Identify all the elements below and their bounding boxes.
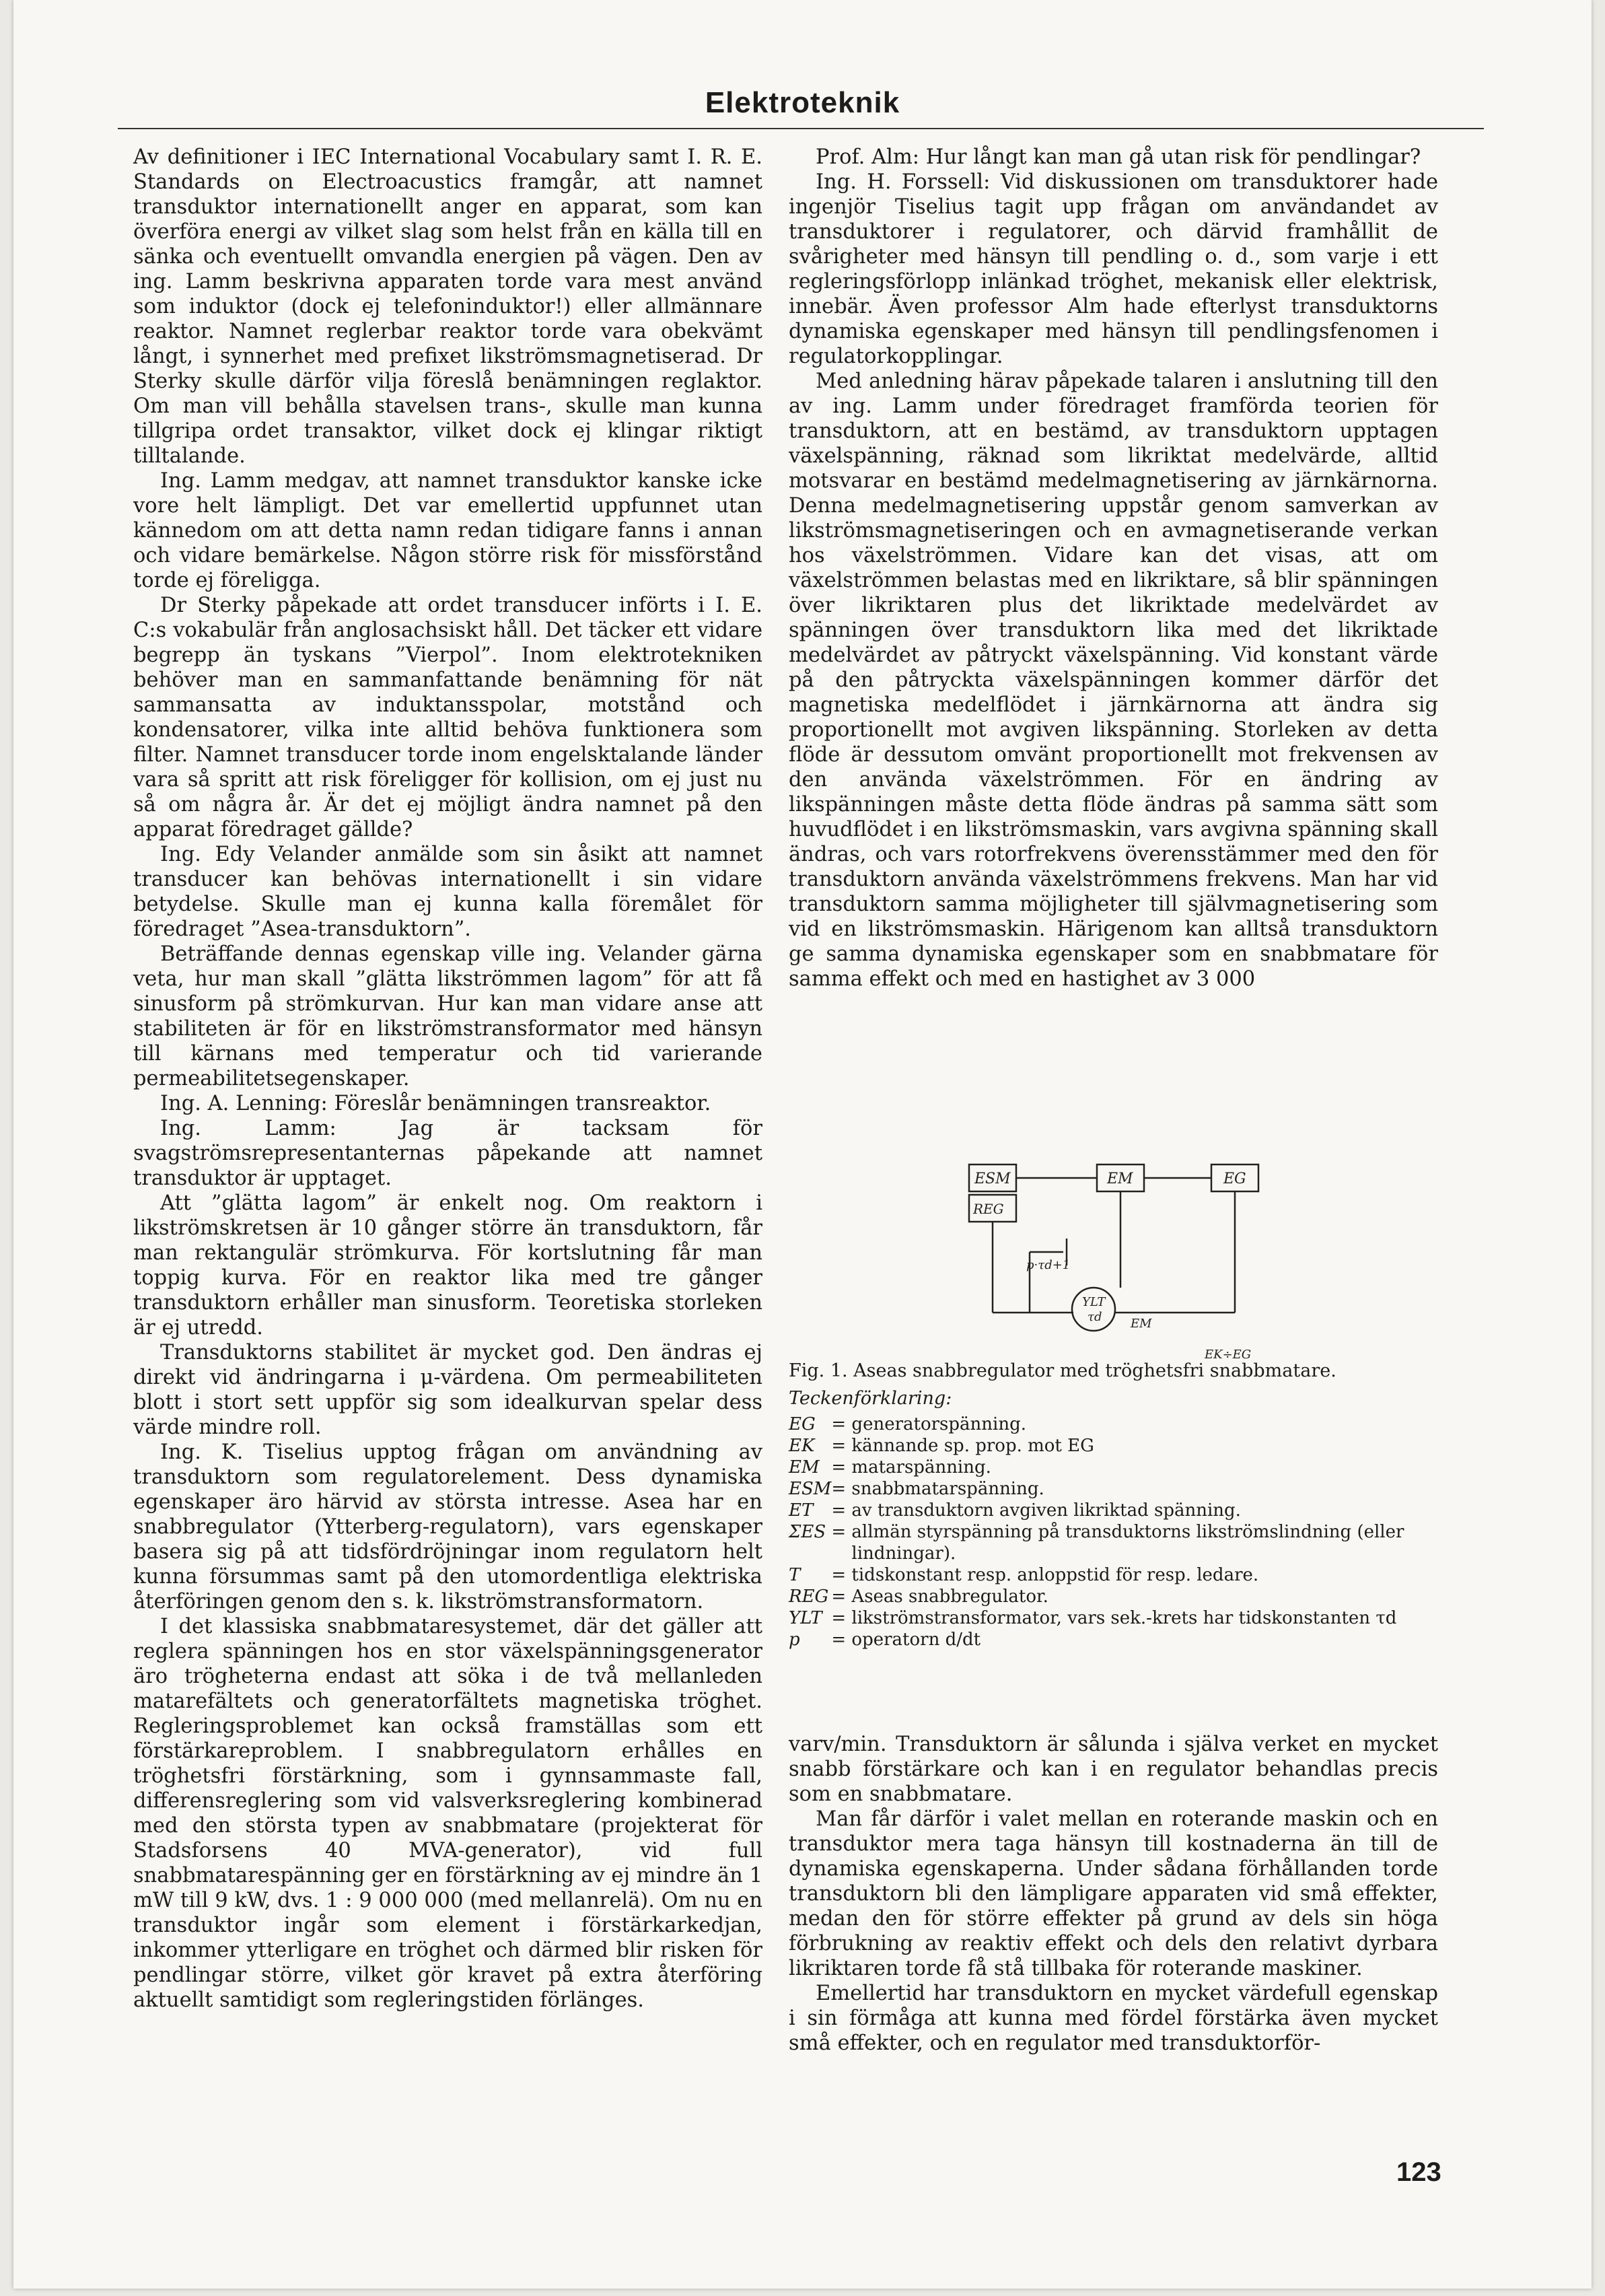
ylt-circle: [1072, 1288, 1115, 1331]
legend-text: likströmstransformator, vars sek.-krets har tidskonstanten τd: [851, 1608, 1397, 1628]
paragraph: Emellertid har transduktorn en mycket värdefull egenskap i sin förmåga att kunna med fördel förstärka även mycket små effekter, och en regulator med transduktorför-: [789, 1982, 1438, 2055]
legend-symbol: REG: [789, 1587, 829, 1607]
legend-symbol: ESM: [789, 1479, 832, 1499]
paragraph: I det klassiska snabbmataresystemet, där det gäller att reglera spänningen hos en stor växelspänningsgenerator äro trögheterna endast att söka i de två mellanleden matarefältets och generatorfältets magnetiska tröghet. Regleringsproblemet kan också framställas som ett förstärkareproblem. I snabbregulatorn erhålles en tröghetsfri förstärkning, som i gynnsammaste fall, differensreglering som vid valsverksreglering kombinerad med den största typen av snabbmatare (projekterat för Stadsforsens 40 MVA-generator), vid full snabbmatarespänning ger en förstärkning av ej mindre än 1 mW till 9 kW, dvs. 1 : 9 000 000 (med mellanrelä). Om nu en transduktor ingår som element i förstärkarkedjan, inkommer ytterligare en tröghet och därmed blir risken för pendlingar större, vilket gör kravet på extra återföring aktuellt samtidigt som regleringstiden förlänges.: [133, 1615, 762, 2012]
legend-text: kännande sp. prop. mot EG: [851, 1436, 1094, 1456]
legend-text: operatorn d/dt: [851, 1630, 981, 1650]
page-number: 123: [1396, 2157, 1441, 2187]
paragraph: Ing. Lamm: Jag är tacksam för svagströmsrepresentanternas påpekande att namnet transduktor är upptaget.: [133, 1117, 762, 1190]
figure-caption: Fig. 1. Aseas snabbregulator med tröghetsfri snabbmatare.: [789, 1360, 1336, 1381]
legend-text: Aseas snabbregulator.: [851, 1587, 1048, 1607]
legend-text: generatorspänning.: [851, 1414, 1026, 1434]
paragraph: varv/min. Transduktorn är sålunda i själva verket en mycket snabb förstärkare och kan i en regulator behandlas precis som en snabbmatare.: [789, 1733, 1438, 1806]
paragraph: Ing. K. Tiselius upptog frågan om användning av transduktorn som regulatorelement. Dess dynamiska egenskaper äro härvid av största intresse. Asea har en snabbregulator (Ytterberg-regulatorn), vars egenskaper basera sig på att tidsfördröjningar inom regulatorn helt kunna försummas samt på den utomordentliga elektriska återföringen genom den s. k. likströmstransformatorn.: [133, 1440, 762, 1613]
paragraph: Ing. Lamm medgav, att namnet transduktor kanske icke vore helt lämpligt. Det var emellertid uppfunnet utan kännedom om att detta namn redan tidigare fanns i annan och vidare bemärkelse. Någon större risk för missförstånd torde ej föreligga.: [133, 469, 762, 592]
paragraph: Ing. Edy Velander anmälde som sin åsikt att namnet transducer kan behövas internationellt i sin vidare betydelse. Skulle man ej kunna kalla föremålet för föredraget ”Asea-transduktorn”.: [133, 843, 762, 941]
header-rule: [118, 128, 1484, 129]
legend-row: ET = av transduktorn avgiven likriktad spänning.: [789, 1500, 1438, 1521]
legend-row: EM = matarspänning.: [789, 1457, 1438, 1478]
legend-symbol: ΣES: [789, 1522, 826, 1542]
legend-symbol: ET: [789, 1500, 814, 1521]
legend-symbol: EM: [789, 1457, 820, 1477]
legend-row: EK = kännande sp. prop. mot EG: [789, 1435, 1438, 1457]
legend-symbol: T: [789, 1565, 801, 1585]
legend-text: av transduktorn avgiven likriktad spänning.: [851, 1500, 1241, 1521]
legend-text: tidskonstant resp. anloppstid för resp. ledare.: [851, 1565, 1259, 1585]
paragraph: Man får därför i valet mellan en roterande maskin och en transduktor mera taga hänsyn till kostnaderna än till de dynamiska egenskaperna. Under sådana förhållanden torde transduktorn bli den lämpligare apparaten vid små effekter, medan den för större effekter på grund av dels sin höga förbrukning av reaktiv effekt och dels den relativt dyrbara likriktaren torde få stå tillbaka för roterande maskiner.: [789, 1807, 1438, 1980]
legend-symbol: EG: [789, 1414, 816, 1434]
legend-row: ESM = snabbmatarspänning.: [789, 1478, 1438, 1500]
ylt-tau-label: τd: [1087, 1310, 1102, 1324]
paragraph: Med anledning härav påpekade talaren i anslutning till den av ing. Lamm under föredraget framförda teorien för transduktorn, att en bestämd, av transduktorn upptagen växelspänning, räknad som likriktat medelvärde, alltid motsvarar en bestämd medelmagnetisering av järnkärnorna. Denna medelmagnetisering uppstår genom samverkan av likströmsmagnetiseringen och en avmagnetiserande verkan hos växelströmmen. Vidare kan det visas, att om växelströmmen belastas med en likriktare, så blir spänningen över likriktaren plus det likriktade medelvärdet av spänningen över transduktorn lika med det likriktade medelvärdet av påtryckt växelspänning. Vid konstant värde på den påtryckta växelspänningen kommer därför det magnetiska medelflödet i järnkärnorna att ändra sig proportionellt mot avgiven likspänning. Storleken av detta flöde är dessutom omvänt proportionellt mot frekvensen av den använda växelströmmen. För en ändring av likspänningen måste detta flöde ändras på samma sätt som huvudflödet i en likströmsmaskin, vars avgivna spänning skall ändras, och vars rotorfrekvens överensstämmer med den för transduktorn använda växelströmmens frekvens. Man har vid transduktorn samma möjligheter till självmagnetisering som vid en likströmsmaskin. Härigenom kan alltså transduktorn ge samma dynamiska egenskaper som en snabbmatare för samma effekt och med en hastighet av 3 000: [789, 370, 1438, 991]
paragraph: Dr Sterky påpekade att ordet transducer införts i I. E. C:s vokabulär från anglosachsiskt håll. Det täcker ett vidare begrepp än tyskans ”Vierpol”. Inom elektrotekniken behöver man en sammanfattande benämning för nät sammansatta av induktansspolar, motstånd och kondensatorer, vilka inte alltid behöva funktionera som filter. Namnet transducer torde inom engelsktalande länder vara så spritt att risk föreligger för kollision, om ej just nu så om några år. Är det ej möjligt ändra namnet på den apparat föredraget gällde?: [133, 594, 762, 841]
feedback-label: p·τd+1: [1026, 1258, 1071, 1272]
eg-label: EG: [1223, 1171, 1246, 1187]
em-output-label: EM: [1131, 1317, 1152, 1331]
paragraph: Transduktorns stabilitet är mycket god. Den ändras ej direkt vid ändringarna i μ-värdena. Om permeabiliteten blott i stort sett uppför sig som idealkurvan spelar dess värde mindre roll.: [133, 1341, 762, 1439]
legend-text: matarspänning.: [851, 1457, 991, 1477]
legend-heading: Teckenförklaring:: [789, 1388, 952, 1409]
paragraph: Beträffande dennas egenskap ville ing. Velander gärna veta, hur man skall ”glätta likströmmen lagom” för att få sinusform på strömkurvan. Hur kan man vidare anse att stabiliteten är för en likströmstransformator med hänsyn till kärnans med temperatur och tid varierande permeabilitetsegenskaper.: [133, 942, 762, 1090]
section-heading: Elektroteknik: [705, 86, 900, 119]
paragraph: Att ”glätta lagom” är enkelt nog. Om reaktorn i likströmskretsen är 10 gånger större än transduktorn, får man rektangulär strömkurva. För kortslutning får man toppig kurva. För en reaktor lika med tre gånger transduktorn erhåller man sinusform. Teoretiska storleken är ej utredd.: [133, 1191, 762, 1340]
legend-text: allmän styrspänning på transduktorns likströmslindning (eller lindningar).: [851, 1522, 1404, 1564]
right-column-bottom: [789, 1732, 1438, 2056]
esm-label: ESM: [974, 1171, 1011, 1187]
legend-row: p = operatorn d/dt: [789, 1629, 1438, 1650]
legend-row: YLT = likströmstransformator, vars sek.-krets har tidskonstanten τd: [789, 1607, 1438, 1629]
legend-table: [789, 1414, 1438, 1650]
ek-eg-label: EK÷EG: [1205, 1348, 1252, 1362]
ylt-label: YLT: [1082, 1295, 1106, 1309]
legend-row: REG = Aseas snabbregulator.: [789, 1586, 1438, 1607]
legend-text: snabbmatarspänning.: [851, 1479, 1044, 1499]
paragraph: Ing. A. Lenning: Föreslår benämningen transreaktor.: [160, 1092, 711, 1115]
paragraph: Ing. H. Forssell: Vid diskussionen om transduktorer hade ingenjör Tiselius tagit upp frågan om användandet av transduktorer i regulatorer, och därvid framhållit de svårigheter med hänsyn till pendling o. d., som varje i ett regleringsförlopp inlänkad tröghet, mekanisk eller elektrisk, innebär. Även professor Alm hade efterlyst transduktorns dynamiska egenskaper med hänsyn till pendlingsfenomen i regulatorkopplingar.: [789, 170, 1438, 368]
right-column-top: [789, 145, 1438, 992]
legend-symbol: YLT: [789, 1608, 822, 1628]
legend-row: EG = generatorspänning.: [789, 1414, 1438, 1435]
legend-symbol: p: [789, 1630, 800, 1650]
block-diagram: [929, 1144, 1265, 1366]
em-label: EM: [1107, 1171, 1133, 1187]
legend-row: ΣES = allmän styrspänning på transduktorns likströmslindning (eller lindningar).: [789, 1521, 1438, 1564]
reg-label: REG: [973, 1201, 1004, 1217]
paragraph: Av definitioner i IEC International Vocabulary samt I. R. E. Standards on Electroacustics framgår, att namnet transduktor internationellt anger en apparat, som kan överföra energi av vilket slag som helst från en källa till en sänka och eventuellt omvandla energien på vägen. Den av ing. Lamm beskrivna apparaten torde vara mest använd som induktor (dock ej telefoninduktor!) eller allmännare reaktor. Namnet reglerbar reaktor torde vara obekvämt långt, i synnerhet med prefixet likströmsmagnetiserad. Dr Sterky skulle därför vilja föreslå benämningen reglaktor. Om man vill behålla stavelsen trans-, skulle man kunna tillgripa ordet transaktor, vilket dock ej klingar riktigt tilltalande.: [133, 145, 762, 468]
left-column: [133, 145, 762, 2013]
legend-row: T = tidskonstant resp. anloppstid för resp. ledare.: [789, 1564, 1438, 1586]
legend-symbol: EK: [789, 1436, 815, 1456]
paragraph: Prof. Alm: Hur långt kan man gå utan risk för pendlingar?: [816, 145, 1421, 169]
figure-caption-block: [789, 1360, 1438, 1650]
